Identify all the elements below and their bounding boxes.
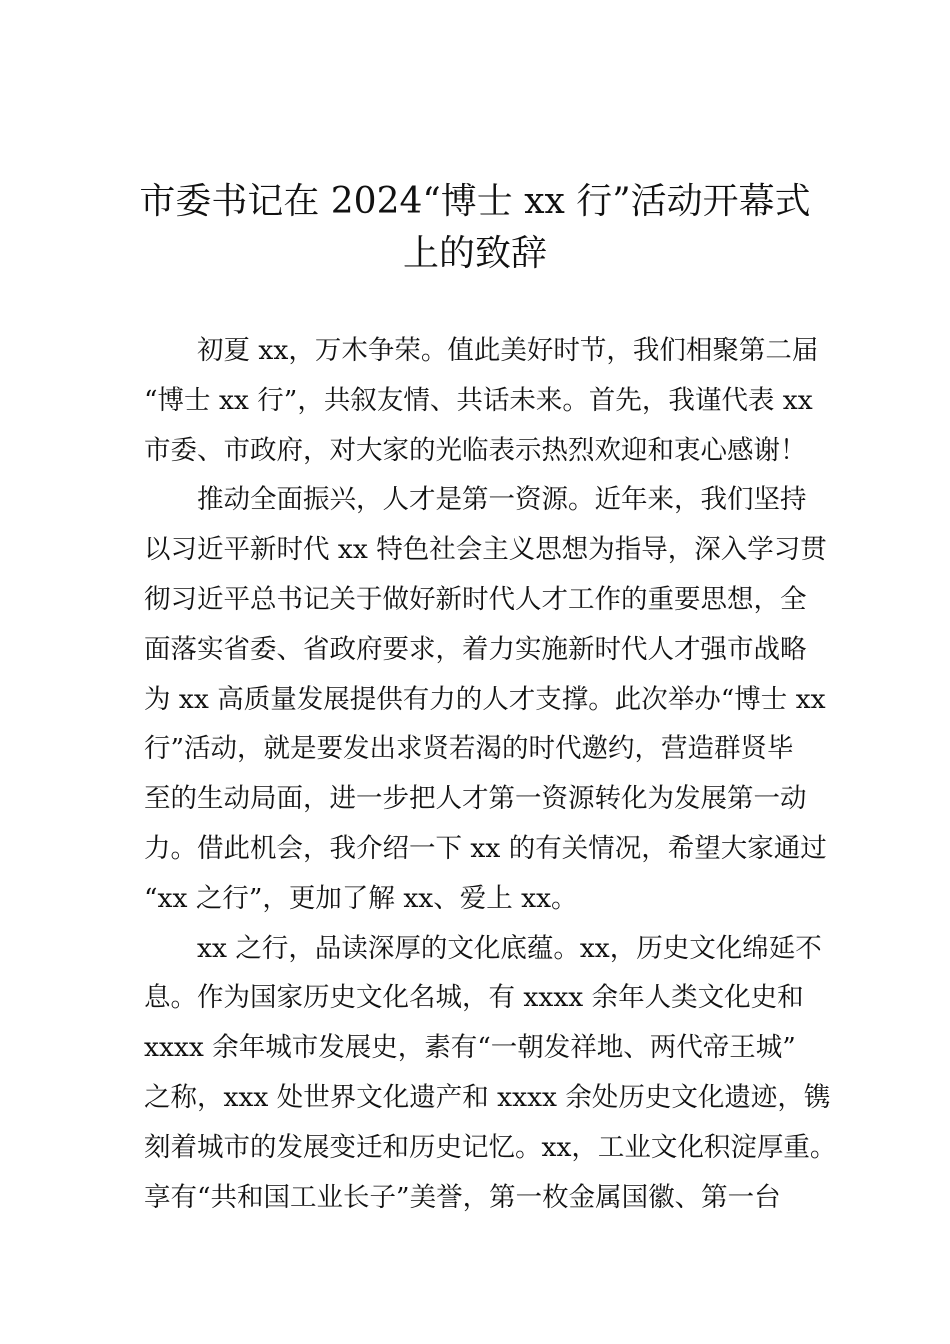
title-line-1: 市委书记在 2024“博士 xx 行”活动开幕式 (139, 181, 811, 222)
paragraph-line: “博士 xx 行”，共叙友情、共话未来。首先，我谨代表 xx (144, 384, 813, 416)
paragraph-line: 市委、市政府，对大家的光临表示热烈欢迎和衷心感谢！ (144, 434, 807, 466)
paragraph-line: 面落实省委、省政府要求，着力实施新时代人才强市战略 (144, 633, 807, 665)
paragraph-line: “xx 之行”，更加了解 xx、爱上 xx。 (144, 882, 578, 914)
paragraph-line: 力。借此机会，我介绍一下 xx 的有关情况，希望大家通过 (144, 832, 827, 864)
paragraph-line: 享有“共和国工业长子”美誉，第一枚金属国徽、第一台 (144, 1181, 781, 1213)
paragraph-line: 推动全面振兴，人才是第一资源。近年来，我们坚持 (197, 484, 807, 516)
paragraph-line: 行”活动，就是要发出求贤若渴的时代邀约，营造群贤毕 (144, 733, 794, 765)
title-line-2: 上的致辞 (402, 233, 547, 274)
document-title (120, 176, 830, 280)
paragraph-line: 刻着城市的发展变迁和历史记忆。xx，工业文化积淀厚重。 (144, 1131, 837, 1163)
paragraph-line: 之称，xxx 处世界文化遗产和 xxxx 余处历史文化遗迹，镌 (144, 1081, 831, 1113)
paragraph-line: 至的生动局面，进一步把人才第一资源转化为发展第一动 (144, 783, 807, 815)
paragraph-line: 初夏 xx，万木争荣。值此美好时节，我们相聚第二届 (197, 335, 819, 366)
document-body (144, 326, 837, 1222)
paragraph-line: xxxx 余年城市发展史，素有“一朝发祥地、两代帝王城” (144, 1032, 796, 1064)
paragraph-line: 为 xx 高质量发展提供有力的人才支撑。此次举办“博士 xx (144, 683, 826, 715)
paragraph-line: 彻习近平总书记关于做好新时代人才工作的重要思想，全 (144, 583, 807, 615)
paragraph-line: 以习近平新时代 xx 特色社会主义思想为指导，深入学习贯 (144, 534, 827, 566)
paragraph-line: xx 之行，品读深厚的文化底蕴。xx，历史文化绵延不 (197, 932, 822, 964)
paragraph-line: 息。作为国家历史文化名城，有 xxxx 余年人类文化史和 (144, 982, 804, 1014)
